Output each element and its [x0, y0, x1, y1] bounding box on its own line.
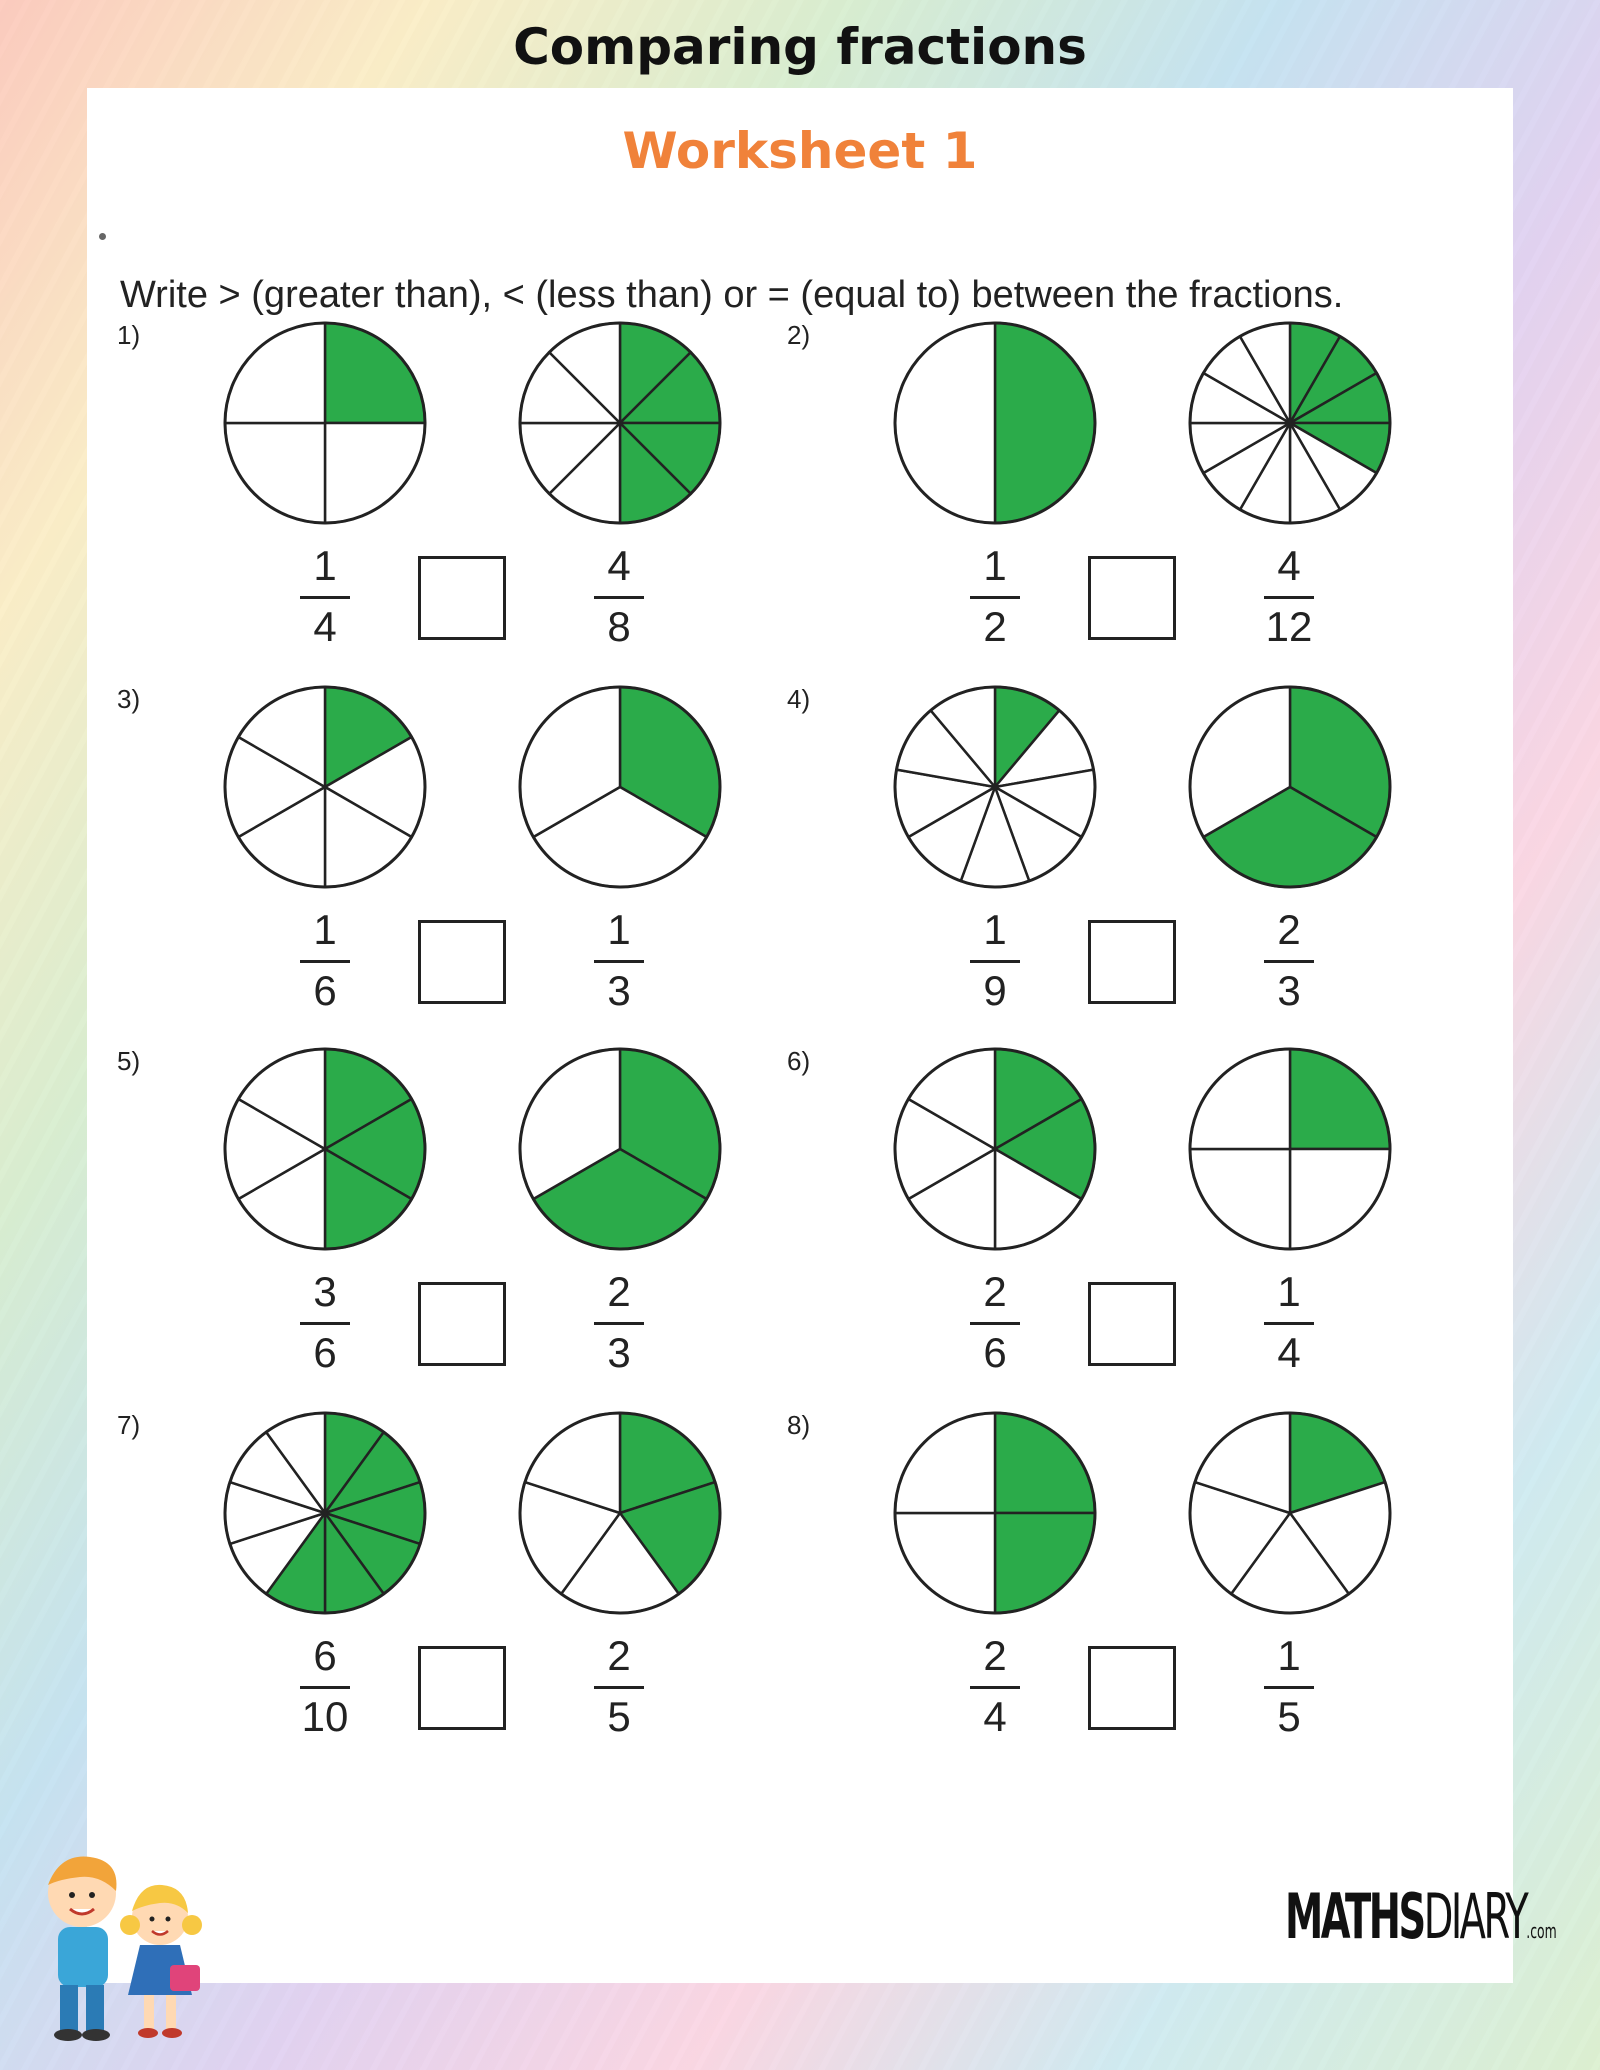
denominator: 2 — [983, 603, 1007, 650]
right-fraction — [1244, 1268, 1334, 1377]
right-pie-wrap — [1187, 1410, 1393, 1620]
right-fraction-pie — [1187, 320, 1393, 526]
left-pie-wrap — [222, 684, 428, 894]
denominator: 10 — [301, 1693, 349, 1740]
right-fraction — [1244, 542, 1334, 651]
left-pie-wrap — [892, 684, 1098, 894]
denominator: 4 — [1277, 1329, 1301, 1376]
denominator: 8 — [607, 603, 631, 650]
denominator: 5 — [1277, 1693, 1301, 1740]
right-pie-wrap — [1187, 684, 1393, 894]
right-fraction-pie — [1187, 1410, 1393, 1616]
right-fraction-pie — [517, 1046, 723, 1252]
problem-number: 8) — [787, 1410, 811, 1440]
denominator: 12 — [1265, 603, 1313, 650]
problem-number: 4) — [787, 684, 811, 714]
denominator: 3 — [607, 967, 631, 1014]
problem-number: 5) — [117, 1046, 141, 1076]
problem-8 — [787, 1410, 1427, 1770]
numerator: 4 — [607, 542, 631, 589]
right-fraction — [574, 1632, 664, 1741]
problem-number: 1) — [117, 320, 141, 350]
right-pie-wrap — [517, 1046, 723, 1256]
left-fraction — [950, 1632, 1040, 1741]
answer-box[interactable] — [1088, 1282, 1176, 1366]
right-fraction-pie — [517, 320, 723, 526]
problem-5 — [117, 1046, 757, 1406]
left-fraction-pie — [892, 684, 1098, 890]
right-fraction-pie — [517, 684, 723, 890]
left-pie-wrap — [222, 1410, 428, 1620]
problem-number: 6) — [787, 1046, 811, 1076]
page-title: Comparing fractions — [513, 18, 1087, 76]
denominator: 3 — [1277, 967, 1301, 1014]
right-fraction-pie — [517, 1410, 723, 1616]
fraction-bar — [594, 1322, 644, 1325]
fraction-bar — [1264, 960, 1314, 963]
numerator: 1 — [1277, 1268, 1301, 1315]
right-fraction — [574, 906, 664, 1015]
numerator: 3 — [313, 1268, 337, 1315]
fraction-bar — [300, 1686, 350, 1689]
denominator: 9 — [983, 967, 1007, 1014]
fraction-bar — [970, 960, 1020, 963]
right-fraction-pie — [1187, 1046, 1393, 1252]
numerator: 2 — [607, 1632, 631, 1679]
problem-4 — [787, 684, 1427, 1044]
denominator: 6 — [313, 1329, 337, 1376]
denominator: 5 — [607, 1693, 631, 1740]
left-fraction — [280, 542, 370, 651]
denominator: 4 — [313, 603, 337, 650]
children-illustration — [20, 1845, 230, 2045]
left-pie-wrap — [222, 320, 428, 530]
stray-dot — [99, 233, 106, 240]
problem-2 — [787, 320, 1427, 680]
denominator: 6 — [313, 967, 337, 1014]
answer-box[interactable] — [418, 920, 506, 1004]
right-pie-wrap — [517, 1410, 723, 1620]
fraction-bar — [594, 960, 644, 963]
answer-box[interactable] — [1088, 920, 1176, 1004]
fraction-bar — [300, 1322, 350, 1325]
left-pie-wrap — [892, 1410, 1098, 1620]
worksheet-title: Worksheet 1 — [622, 122, 978, 180]
left-fraction — [280, 906, 370, 1015]
left-fraction-pie — [892, 320, 1098, 526]
left-fraction — [950, 542, 1040, 651]
numerator: 1 — [1277, 1632, 1301, 1679]
left-fraction — [280, 1268, 370, 1377]
fraction-bar — [594, 1686, 644, 1689]
numerator: 2 — [983, 1632, 1007, 1679]
right-fraction — [574, 542, 664, 651]
instruction-text: Write > (greater than), < (less than) or = (equal to) between the fractions. — [120, 274, 1344, 316]
fraction-bar — [1264, 1322, 1314, 1325]
problem-number: 3) — [117, 684, 141, 714]
problem-number: 7) — [117, 1410, 141, 1440]
mathsdiary-logo: MATHSDIARY.com — [1285, 1880, 1557, 1953]
denominator: 4 — [983, 1693, 1007, 1740]
problem-1 — [117, 320, 757, 680]
left-pie-wrap — [222, 1046, 428, 1256]
right-fraction-pie — [1187, 684, 1393, 890]
fraction-bar — [300, 596, 350, 599]
fraction-bar — [1264, 1686, 1314, 1689]
right-pie-wrap — [1187, 320, 1393, 530]
denominator: 6 — [983, 1329, 1007, 1376]
left-fraction-pie — [892, 1410, 1098, 1616]
left-fraction — [950, 1268, 1040, 1377]
numerator: 2 — [983, 1268, 1007, 1315]
answer-box[interactable] — [1088, 556, 1176, 640]
problem-6 — [787, 1046, 1427, 1406]
numerator: 1 — [313, 542, 337, 589]
numerator: 2 — [607, 1268, 631, 1315]
pie-slice — [895, 323, 995, 523]
left-fraction-pie — [222, 320, 428, 526]
fraction-bar — [300, 960, 350, 963]
left-fraction-pie — [892, 1046, 1098, 1252]
answer-box[interactable] — [418, 1282, 506, 1366]
numerator: 1 — [607, 906, 631, 953]
numerator: 4 — [1277, 542, 1301, 589]
left-fraction-pie — [222, 1046, 428, 1252]
problem-7 — [117, 1410, 757, 1770]
denominator: 3 — [607, 1329, 631, 1376]
problem-number: 2) — [787, 320, 811, 350]
numerator: 2 — [1277, 906, 1301, 953]
answer-box[interactable] — [1088, 1646, 1176, 1730]
worksheet-paper — [87, 88, 1513, 1983]
left-fraction — [950, 906, 1040, 1015]
right-pie-wrap — [1187, 1046, 1393, 1256]
left-fraction-pie — [222, 1410, 428, 1616]
left-fraction — [280, 1632, 370, 1741]
problem-3 — [117, 684, 757, 1044]
fraction-bar — [970, 1322, 1020, 1325]
fraction-bar — [970, 1686, 1020, 1689]
numerator: 1 — [313, 906, 337, 953]
numerator: 6 — [313, 1632, 337, 1679]
fraction-bar — [594, 596, 644, 599]
right-pie-wrap — [517, 684, 723, 894]
answer-box[interactable] — [418, 1646, 506, 1730]
numerator: 1 — [983, 542, 1007, 589]
pie-slice — [995, 323, 1095, 523]
right-pie-wrap — [517, 320, 723, 530]
right-fraction — [1244, 906, 1334, 1015]
left-pie-wrap — [892, 320, 1098, 530]
numerator: 1 — [983, 906, 1007, 953]
fraction-bar — [1264, 596, 1314, 599]
answer-box[interactable] — [418, 556, 506, 640]
left-pie-wrap — [892, 1046, 1098, 1256]
fraction-bar — [970, 596, 1020, 599]
left-fraction-pie — [222, 684, 428, 890]
right-fraction — [574, 1268, 664, 1377]
right-fraction — [1244, 1632, 1334, 1741]
